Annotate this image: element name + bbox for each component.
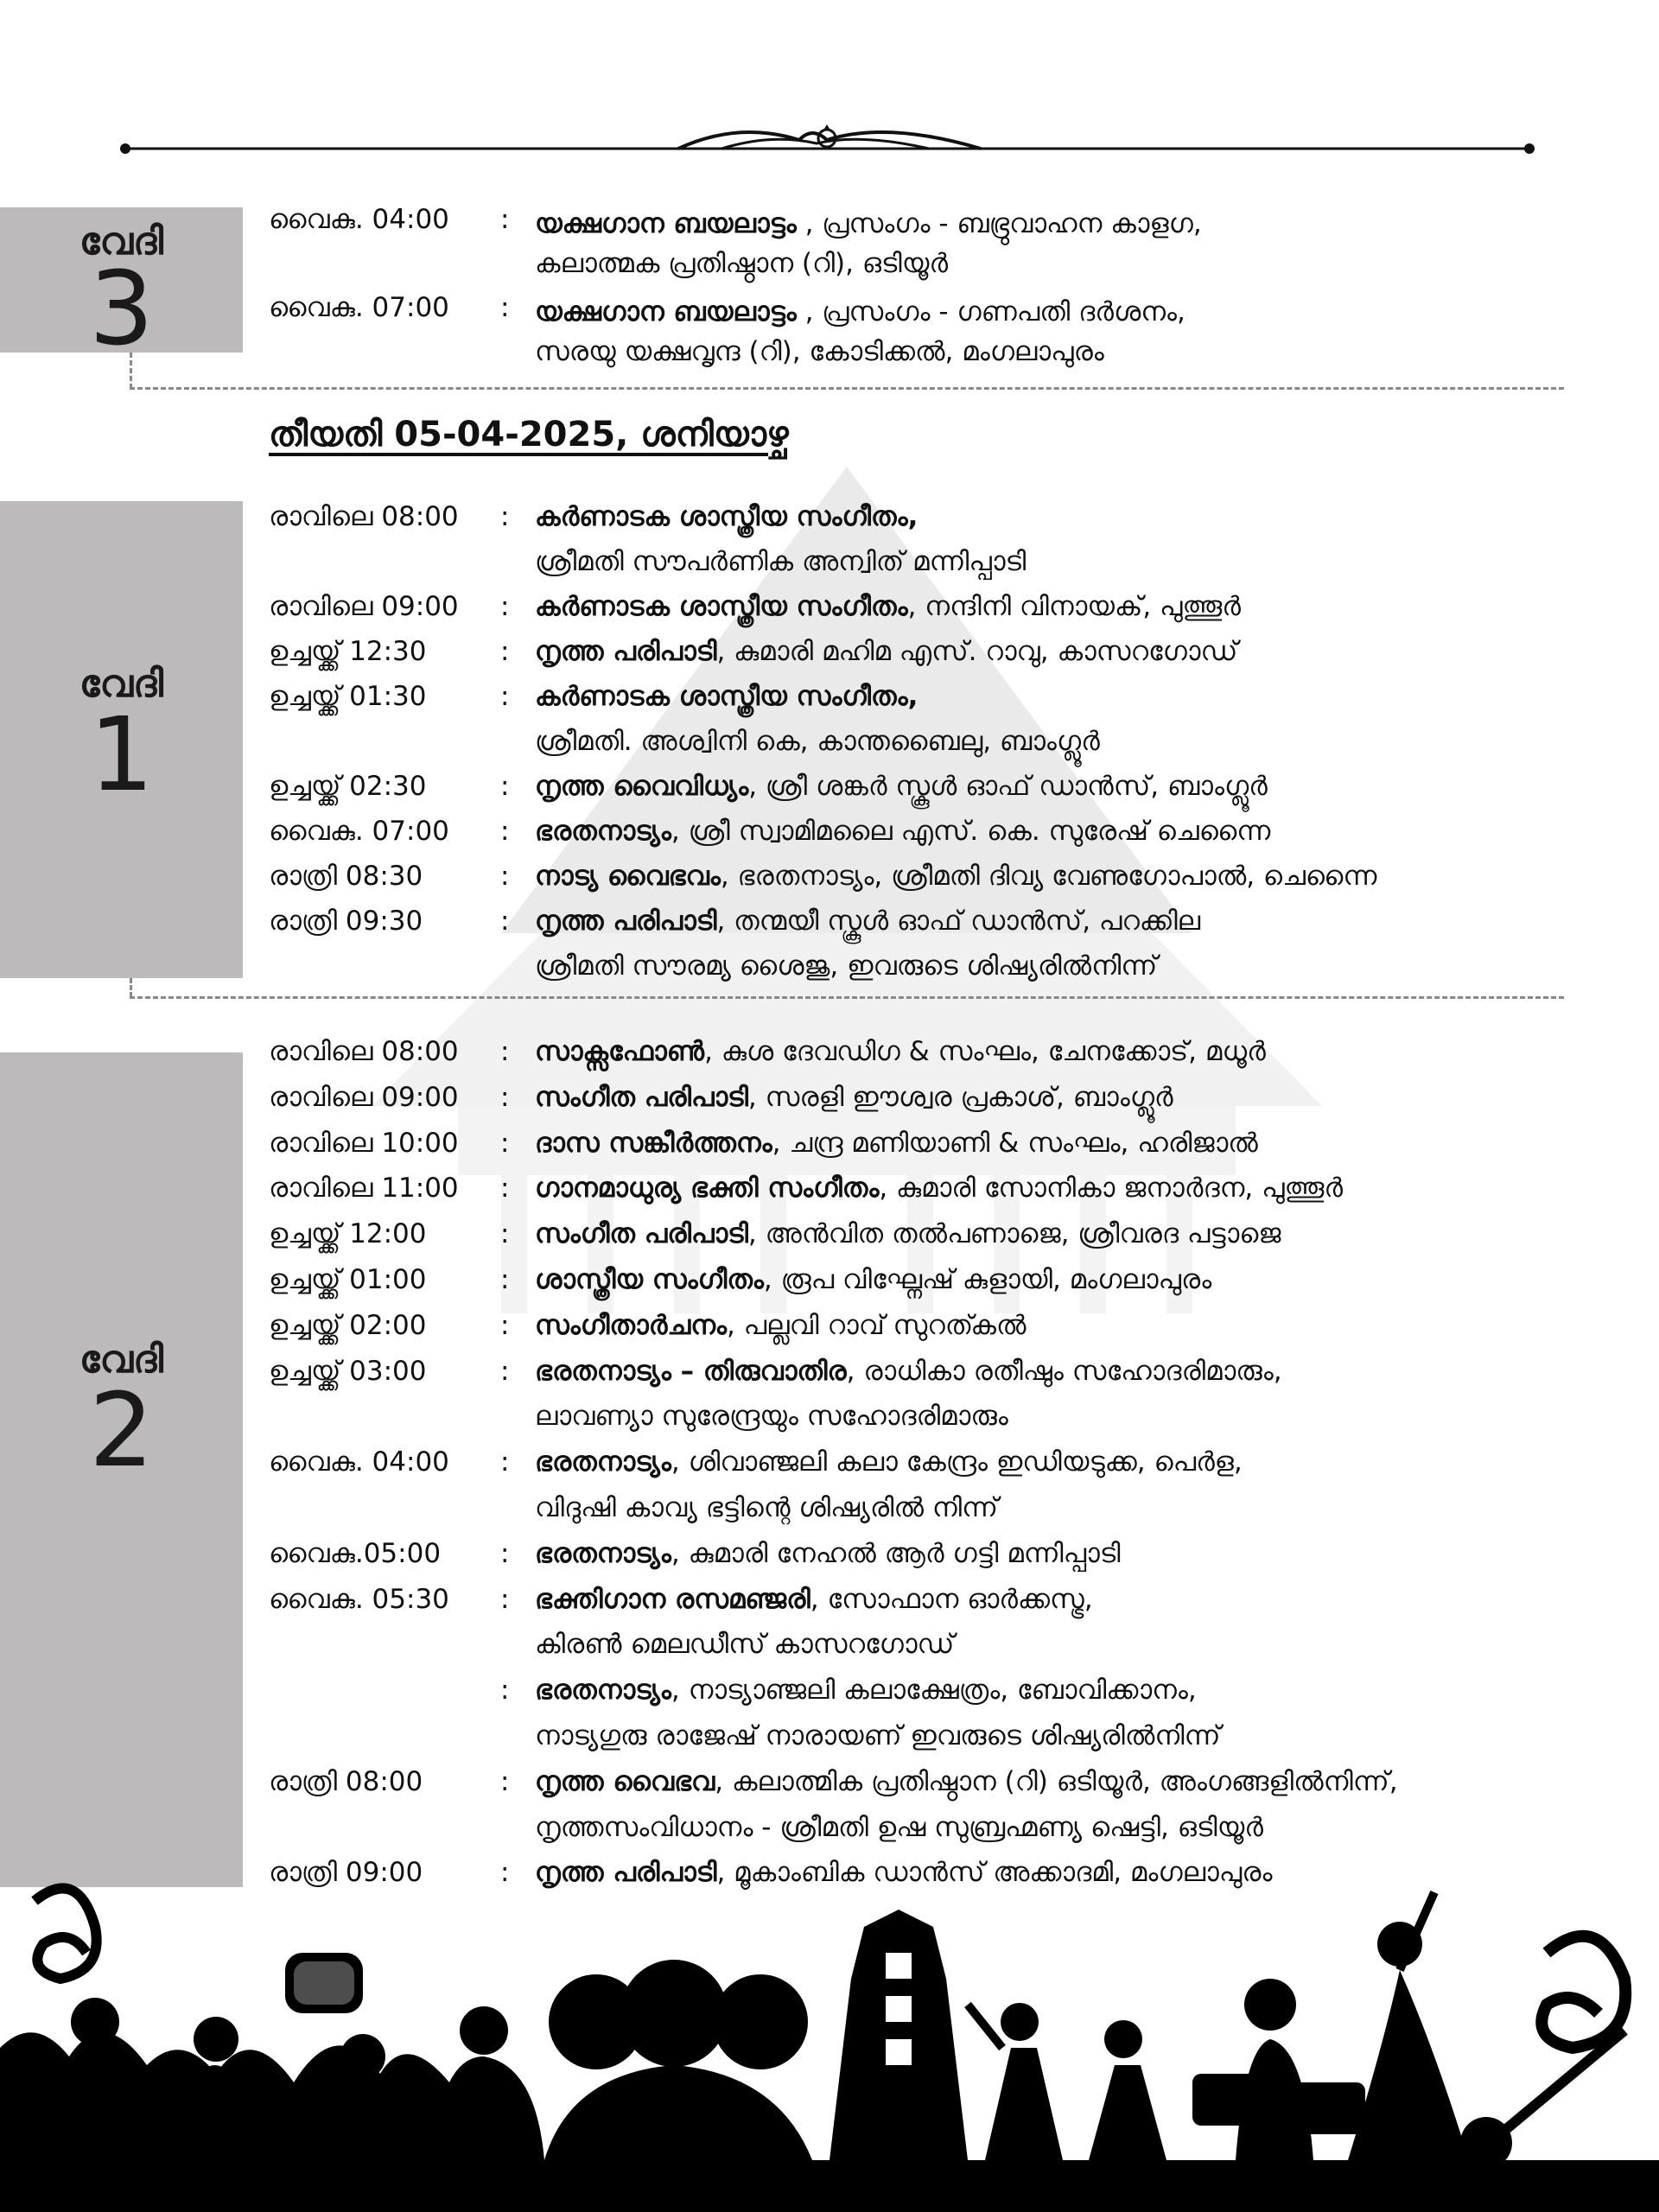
venue-number: 1: [88, 695, 155, 814]
event-detail: , രാധികാ രതീഷും സഹോദരിമാരും,: [846, 1355, 1282, 1387]
event-title: കർണാടക ശാസ്ത്രീയ സംഗീതം,: [535, 681, 918, 712]
event-description: [535, 1075, 1173, 1121]
schedule-row: [269, 1075, 1398, 1121]
venue-label: വേദി: [79, 219, 164, 264]
event-title: ഗാനമാധുര്യ ഭക്തി സംഗീതം: [535, 1173, 880, 1205]
event-description: [535, 204, 1202, 283]
date-heading: തീയതി 05-04-2025, ശനിയാഴ്ച: [269, 415, 789, 454]
event-description: [535, 899, 1200, 988]
event-time: വൈകു. 07:00: [269, 292, 449, 323]
event-detail-line2: കലാത്മക പ്രതിഷ്ഠാന (റി), ഒടിയൂർ: [535, 248, 949, 279]
event-title: യക്ഷഗാന ബയലാട്ടം: [535, 296, 797, 327]
event-title: നൃത്ത വൈവിധ്യം: [535, 771, 749, 802]
separator: :: [500, 636, 510, 667]
event-detail: , ചന്ദ്ര മണിയാണി & സംഘം, ഹരിജാൽ: [772, 1127, 1258, 1159]
separator: :: [500, 1127, 510, 1159]
venue-1-block: [0, 501, 243, 978]
schedule-row: [269, 292, 1202, 380]
schedule-row: [269, 1349, 1398, 1440]
event-title: ഭരതനാട്യം: [535, 1537, 671, 1569]
performers-silhouette-illustration: [0, 1875, 1659, 2212]
schedule-row: [269, 1577, 1398, 1669]
dashed-divider: [130, 387, 1564, 390]
schedule-row: [269, 809, 1377, 854]
separator: :: [500, 1583, 510, 1615]
event-detail: , നന്ദിനി വിനായക്, പുത്തൂർ: [907, 591, 1241, 622]
schedule-row: [269, 1029, 1398, 1075]
event-time: ഉച്ചയ്ക്ക് 02:00: [269, 1309, 427, 1341]
event-detail-line2: സരയു യക്ഷവൃന്ദ (റി), കോടിക്കൽ, മംഗലാപുരം: [535, 336, 1104, 367]
event-description: [535, 1257, 1211, 1303]
event-detail-line2: നൃത്തസംവിധാനം - ശ്രീമതി ഉഷ സുബ്രഹ്മണ്യ ഷെട്ടി, ഒടിയൂർ: [535, 1811, 1263, 1843]
venue-2-block: [0, 1052, 243, 1887]
event-detail: , കുമാരി നേഹൽ ആർ ഗട്ടി മന്നിപ്പാടി: [671, 1537, 1121, 1569]
event-description: [535, 1668, 1221, 1759]
event-description: [535, 1121, 1258, 1166]
event-time: ഉച്ചയ്ക്ക് 12:30: [269, 636, 427, 667]
event-description: [535, 1577, 1093, 1669]
event-description: [535, 1759, 1398, 1851]
venue-number: 2: [88, 1370, 155, 1490]
separator: :: [500, 681, 510, 712]
event-time: രാവിലെ 10:00: [269, 1127, 459, 1159]
schedule-row: [269, 204, 1202, 292]
venue-3-block: [0, 207, 243, 368]
event-detail: , ശിവാഞ്ജലി കലാ കേന്ദ്രം ഇഡിയടുക്ക, പെർള,: [671, 1446, 1243, 1478]
event-title: നൃത്ത പരിപാടി: [535, 1857, 717, 1889]
event-detail: , കുശ ദേവഡിഗ & സംഘം, ചേനക്കോട്, മധൂർ: [704, 1036, 1266, 1067]
event-description: [535, 629, 1237, 674]
schedule-row: [269, 584, 1377, 629]
event-time: രാത്രി 09:00: [269, 1857, 423, 1889]
event-time: വൈകു. 04:00: [269, 204, 449, 235]
event-detail: , ശ്രീ ശങ്കർ സ്കൂൾ ഓഫ് ഡാൻസ്, ബാംഗ്ലൂർ: [748, 771, 1268, 802]
venue-number: 3: [88, 249, 155, 368]
separator: :: [500, 1309, 510, 1341]
event-detail-line2: ലാവണ്യാ സുരേന്ദ്രയും സഹോദരിമാരും: [535, 1401, 1008, 1433]
schedule-row: [269, 899, 1377, 988]
schedule-row: [269, 494, 1377, 584]
event-time: രാവിലെ 09:00: [269, 1081, 459, 1113]
event-detail: , ശ്രീ സ്വാമിമലൈ എസ്. കെ. സുരേഷ് ചെന്നൈ: [671, 816, 1271, 847]
event-time: ഉച്ചയ്ക്ക് 03:00: [269, 1355, 427, 1387]
event-time: രാവിലെ 09:00: [269, 591, 459, 622]
event-detail: , പ്രസംഗം - ബഭ്രുവാഹന കാളഗ,: [796, 208, 1202, 239]
event-description: [535, 1211, 1281, 1257]
schedule-row: [269, 1759, 1398, 1851]
separator: :: [500, 501, 510, 532]
event-title: ഭരതനാട്യം: [535, 816, 671, 847]
separator: :: [500, 816, 510, 847]
schedule-row: [269, 1166, 1398, 1211]
event-description: [535, 674, 1100, 764]
event-title: ഭക്തിഗാന രസമഞ്ജരി: [535, 1583, 810, 1615]
event-detail-line2: നാട്യഗുരു രാജേഷ് നാരായണ് ഇവരുടെ ശിഷ്യരിൽനിന്ന്: [535, 1719, 1221, 1751]
event-title: ഭരതനാട്യം: [535, 1675, 671, 1707]
separator: :: [500, 591, 510, 622]
event-time: വൈകു. 05:30: [269, 1583, 449, 1615]
event-time: രാവിലെ 08:00: [269, 1036, 459, 1067]
schedule-row: [269, 1121, 1398, 1166]
event-detail: , അൻവിത തൽപണാജെ, ശ്രീവരദ പട്ടാജെ: [747, 1218, 1281, 1250]
event-time: ഉച്ചയ്ക്ക് 02:30: [269, 771, 427, 802]
event-time: വൈകു.05:00: [269, 1537, 442, 1569]
event-title: സംഗീതാർചനം: [535, 1309, 727, 1341]
event-description: [535, 1303, 1027, 1349]
event-description: [535, 1440, 1243, 1531]
event-detail: , പല്ലവി റാവ് സുറത്കൽ: [726, 1309, 1027, 1341]
schedule-row: [269, 1531, 1398, 1577]
event-description: [535, 584, 1241, 629]
event-description: [535, 1029, 1266, 1075]
event-detail: , കുമാരി മഹിമ എസ്. റാവു, കാസറഗോഡ്: [716, 636, 1238, 667]
event-detail: , കലാത്മിക പ്രതിഷ്ഠാന (റി) ഒടിയൂർ, അംഗങ്ങളിൽനിന്ന്,: [715, 1765, 1398, 1797]
event-detail: , രൂപ വിഘ്നേഷ് കുളായി, മംഗലാപുരം: [763, 1263, 1212, 1295]
event-time: രാവിലെ 08:00: [269, 501, 459, 532]
event-detail: , തന്മയീ സ്കൂൾ ഓഫ് ഡാൻസ്, പറക്കില: [716, 906, 1201, 937]
event-description: [535, 1166, 1343, 1211]
event-title: യക്ഷഗാന ബയലാട്ടം: [535, 208, 797, 239]
schedule-row: [269, 1440, 1398, 1531]
venue-3-schedule: [269, 204, 1202, 380]
separator: :: [500, 1218, 510, 1250]
separator: :: [500, 1537, 510, 1569]
separator: :: [500, 1036, 510, 1067]
event-time: രാവിലെ 11:00: [269, 1173, 459, 1205]
event-detail: , സോഫാന ഓർക്കസ്ട്ര,: [810, 1583, 1093, 1615]
event-detail-line2: വിദുഷി കാവ്യ ഭട്ടിന്റെ ശിഷ്യരിൽ നിന്ന്: [535, 1491, 999, 1523]
event-time: രാത്രി 09:30: [269, 906, 423, 937]
schedule-row: [269, 1257, 1398, 1303]
venue-1-schedule: [269, 494, 1377, 988]
event-detail: , മൂകാംബിക ഡാൻസ് അക്കാദമി, മംഗലാപുരം: [716, 1857, 1273, 1889]
separator: :: [500, 1675, 510, 1707]
event-description: [535, 854, 1377, 899]
event-detail-line2: കിരൺ മെലഡീസ് കാസറഗോഡ്: [535, 1629, 955, 1661]
event-title: കർണാടക ശാസ്ത്രീയ സംഗീതം: [535, 591, 908, 622]
event-title: ദാസ സങ്കീർത്തനം: [535, 1127, 772, 1159]
separator: :: [500, 906, 510, 937]
schedule-row: [269, 854, 1377, 899]
event-title: ഭരതനാട്യം: [535, 1446, 671, 1478]
schedule-row: [269, 1211, 1398, 1257]
dashed-divider: [130, 978, 132, 997]
event-title: നൃത്ത പരിപാടി: [535, 906, 717, 937]
event-description: [535, 1531, 1121, 1577]
venue-label: വേദി: [79, 662, 164, 706]
event-detail: , സരളി ഈശ്വര പ്രകാശ്, ബാംഗ്ലൂർ: [747, 1081, 1173, 1113]
event-time: രാത്രി 08:30: [269, 861, 423, 892]
event-detail: , ഭരതനാട്യം, ശ്രീമതി ദിവ്യ വേണുഗോപാൽ, ചെന്നൈ: [720, 861, 1377, 892]
schedule-row: [269, 629, 1377, 674]
separator: :: [500, 1765, 510, 1797]
separator: :: [500, 292, 510, 323]
schedule-row: [269, 674, 1377, 764]
event-description: [535, 494, 1026, 584]
event-description: [535, 292, 1185, 372]
event-detail: , പ്രസംഗം - ഗണപതി ദർശനം,: [796, 296, 1185, 327]
event-title: നൃത്ത വൈഭവ: [535, 1765, 715, 1797]
event-title: സംഗീത പരിപാടി: [535, 1218, 748, 1250]
event-title: ഭരതനാട്യം – തിരുവാതിര: [535, 1355, 847, 1387]
separator: :: [500, 1446, 510, 1478]
separator: :: [500, 861, 510, 892]
event-title: നൃത്ത പരിപാടി: [535, 636, 717, 667]
schedule-row: [269, 1668, 1398, 1759]
event-detail-line2: ശ്രീമതി. അശ്വിനി കെ, കാന്തബൈലു, ബാംഗ്ലൂർ: [535, 726, 1100, 757]
ornament-divider: [117, 121, 1538, 173]
event-title: നാട്യ വൈഭവം: [535, 861, 721, 892]
event-time: വൈകു. 07:00: [269, 816, 449, 847]
schedule-row: [269, 764, 1377, 809]
venue-label: വേദി: [79, 1338, 164, 1382]
event-title: കർണാടക ശാസ്ത്രീയ സംഗീതം,: [535, 501, 918, 532]
event-time: ഉച്ചയ്ക്ക് 12:00: [269, 1218, 427, 1250]
event-time: ഉച്ചയ്ക്ക് 01:30: [269, 681, 427, 712]
venue-2-schedule: [269, 1029, 1398, 1896]
event-title: സംഗീത പരിപാടി: [535, 1081, 748, 1113]
event-description: [535, 1349, 1282, 1440]
separator: :: [500, 1081, 510, 1113]
separator: :: [500, 1355, 510, 1387]
event-detail-line2: ശ്രീമതി സൗപർണിക അന്വിത് മന്നിപ്പാടി: [535, 546, 1027, 577]
event-description: [535, 764, 1268, 809]
separator: :: [500, 1173, 510, 1205]
event-title: സാക്സഫോൺ: [535, 1036, 705, 1067]
event-detail: , നാട്യാഞ്ജലി കലാക്ഷേത്രം, ബോവിക്കാനം,: [671, 1675, 1197, 1707]
separator: :: [500, 1263, 510, 1295]
separator: :: [500, 1857, 510, 1889]
event-description: [535, 809, 1270, 854]
separator: :: [500, 771, 510, 802]
dashed-divider: [130, 996, 1564, 999]
separator: :: [500, 204, 510, 235]
dashed-divider: [130, 353, 132, 389]
event-time: ഉച്ചയ്ക്ക് 01:00: [269, 1263, 427, 1295]
event-time: രാത്രി 08:00: [269, 1765, 423, 1797]
event-detail-line2: ശ്രീമതി സൗരമ്യ ശൈജു, ഇവരുടെ ശിഷ്യരിൽനിന്ന്: [535, 950, 1158, 982]
event-time: വൈകു. 04:00: [269, 1446, 449, 1478]
schedule-row: [269, 1303, 1398, 1349]
event-title: ശാസ്ത്രീയ സംഗീതം: [535, 1263, 764, 1295]
event-detail: , കുമാരി സോനികാ ജനാർദന, പുത്തൂർ: [879, 1173, 1344, 1205]
